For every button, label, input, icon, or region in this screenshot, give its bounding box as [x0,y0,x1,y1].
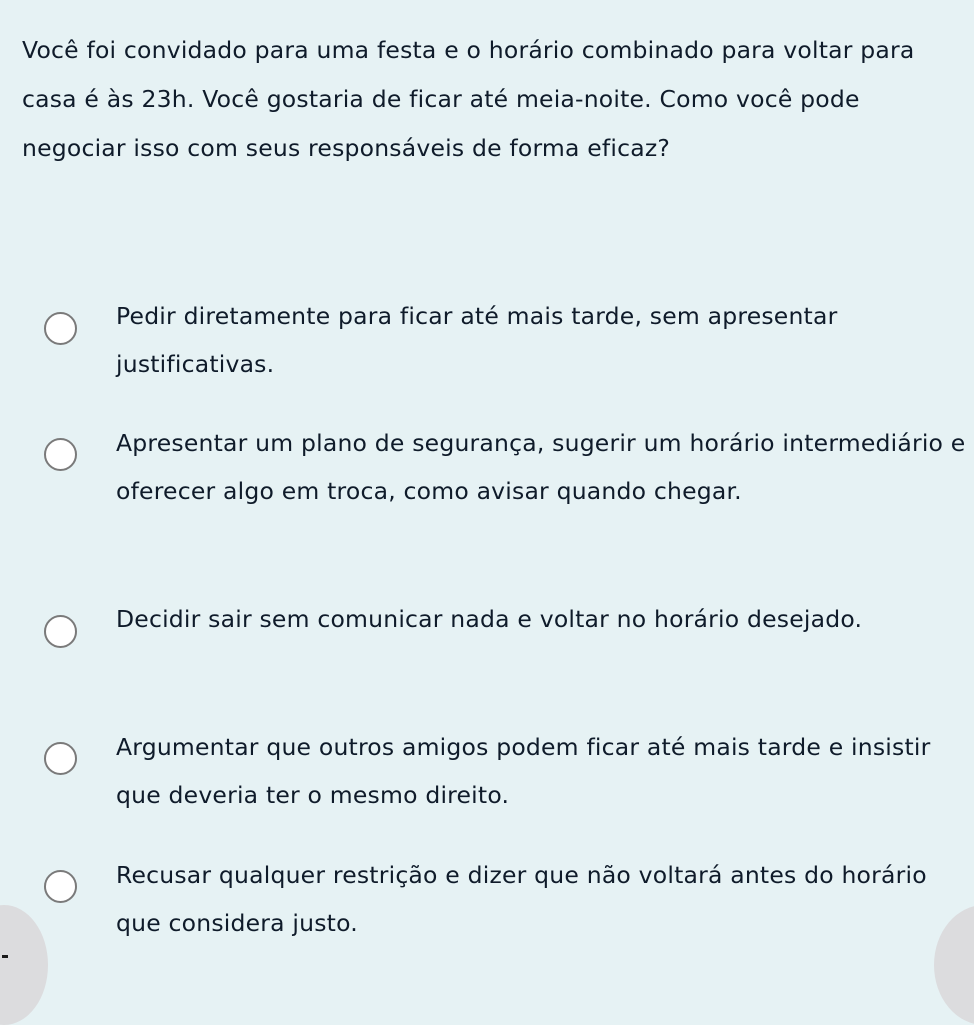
radio-button[interactable] [44,615,77,648]
question-text: Você foi convidado para uma festa e o horário combinado para voltar para casa é às 23h. Você gostaria de ficar até meia-noite. Como você pode negociar isso com seus responsáveis de forma eficaz? [22,36,915,162]
radio-button[interactable] [44,870,77,903]
radio-button[interactable] [44,742,77,775]
answer-option-4[interactable] [0,722,974,818]
answer-option-3[interactable] [0,594,974,690]
answer-option-label: Apresentar um plano de segurança, sugerir um horário intermediário e oferecer algo em troca, como avisar quando chegar. [116,429,966,505]
answer-option-label: Argumentar que outros amigos podem ficar até mais tarde e insistir que deveria ter o mesmo direito. [116,733,931,809]
answer-option-label: Pedir diretamente para ficar até mais tarde, sem apresentar justificativas. [116,302,838,378]
radio-button[interactable] [44,438,77,471]
decorative-mark [2,955,8,958]
radio-button[interactable] [44,312,77,345]
answer-option-label: Decidir sair sem comunicar nada e voltar no horário desejado. [116,605,863,633]
answer-option-2[interactable] [0,416,974,560]
answer-option-5[interactable] [0,850,974,946]
answer-option-label: Recusar qualquer restrição e dizer que não voltará antes do horário que considera justo. [116,861,927,937]
answer-option-1[interactable] [0,290,974,386]
